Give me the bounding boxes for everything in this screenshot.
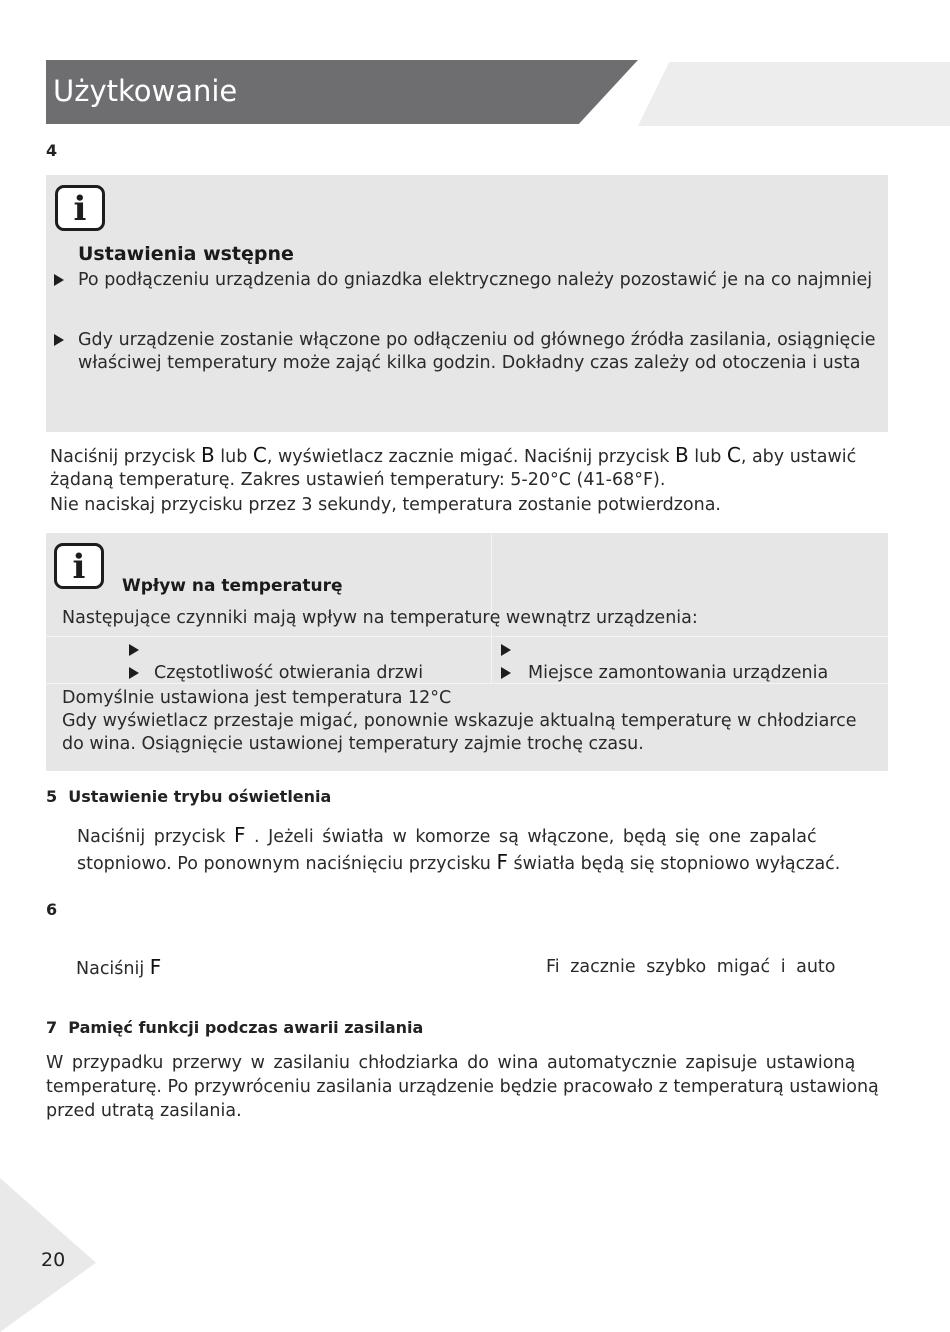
paragraph-line: przed utratą zasilania.: [46, 1101, 242, 1121]
text: lub: [214, 447, 253, 467]
paragraph-line: [77, 850, 840, 876]
text: , aby ustawić: [740, 447, 857, 467]
bullet-triangle-icon: [129, 644, 139, 656]
page-title: Użytkowanie: [53, 74, 238, 108]
text: Naciśnij przycisk: [77, 827, 234, 847]
text: stopniowo. Po ponownym naciśnięciu przycisku: [77, 854, 497, 874]
bullet-triangle-icon: [54, 274, 64, 286]
key-label: F: [233, 823, 246, 847]
paragraph-line: do wina. Osiągnięcie ustawionej temperatury zajmie trochę czasu.: [62, 734, 644, 754]
paragraph-line: Fi zacznie szybko migać i auto: [546, 957, 836, 977]
paragraph-line: [50, 443, 856, 469]
key-label: C: [726, 443, 741, 467]
key-label: F: [496, 850, 508, 874]
section-number: 5: [46, 787, 58, 806]
key-label: C: [252, 443, 267, 467]
info-box-title: Ustawienia wstępne: [78, 243, 294, 265]
bullet-text-continued: właściwej temperatury może zająć kilka godzin. Dokładny czas zależy od otoczenia i usta: [78, 353, 861, 373]
section-title: Pamięć funkcji podczas awarii zasilania: [68, 1018, 424, 1037]
paragraph-line: Nie naciskaj przycisku przez 3 sekundy, temperatura zostanie potwierdzona.: [50, 495, 721, 515]
section-number: 7: [46, 1018, 58, 1037]
section-4-number: 4: [46, 141, 58, 160]
key-label: B: [200, 443, 215, 467]
paragraph-line: żądaną temperaturę. Zakres ustawień temperatury: 5-20°C (41-68°F).: [50, 470, 666, 490]
info-icon: i: [55, 185, 105, 231]
bullet-text: Gdy urządzenie zostanie włączone po odłączeniu od głównego źródła zasilania, osiągnięcie: [78, 330, 876, 350]
info-box-intro: Następujące czynniki mają wpływ na temperaturę wewnątrz urządzenia:: [62, 608, 698, 628]
info-box-title: Wpływ na temperaturę: [122, 576, 343, 596]
text: Naciśnij przycisk: [50, 447, 201, 467]
key-label: B: [674, 443, 689, 467]
info-icon: i: [54, 543, 104, 589]
bullet-triangle-icon: [501, 667, 511, 679]
section-7-heading: [46, 1018, 423, 1037]
paragraph-line: W przypadku przerwy w zasilaniu chłodziarka do wina automatycznie zapisuje ustawioną: [46, 1053, 856, 1073]
default-temperature-note: Domyślnie ustawiona jest temperatura 12°C: [62, 688, 452, 708]
text: światła będą się stopniowo wyłączać.: [507, 854, 841, 874]
divider: [46, 636, 888, 637]
page-number: 20: [41, 1249, 66, 1271]
bullet-text: Po podłączeniu urządzenia do gniazdka elektrycznego należy pozostawić je na co najmniej: [78, 270, 873, 290]
section-6-number: 6: [46, 900, 58, 919]
bullet-triangle-icon: [54, 334, 64, 346]
text: , wyświetlacz zacznie migać. Naciśnij przycisk: [266, 447, 675, 467]
section-5-heading: [46, 787, 331, 806]
factor-item: Częstotliwość otwierania drzwi: [154, 663, 424, 683]
text: . Jeżeli światła w komorze są włączone, będą się one zapalać: [245, 827, 817, 847]
bullet-triangle-icon: [501, 644, 511, 656]
factor-item: Miejsce zamontowania urządzenia: [528, 663, 829, 683]
paragraph-line: [77, 823, 817, 849]
info-box-initial-settings: [46, 175, 888, 432]
paragraph-line: Gdy wyświetlacz przestaje migać, ponownie wskazuje aktualną temperaturę w chłodziarce: [62, 711, 857, 731]
key-label: F: [149, 955, 162, 979]
section-title: Ustawienie trybu oświetlenia: [68, 787, 332, 806]
header-decoration: [638, 62, 950, 126]
paragraph-line: [76, 955, 161, 981]
paragraph-line: temperaturę. Po przywróceniu zasilania urządzenie będzie pracowało z temperaturą ustawioną: [46, 1077, 879, 1097]
text: Naciśnij: [76, 959, 150, 979]
text: lub: [688, 447, 727, 467]
bullet-triangle-icon: [129, 667, 139, 679]
